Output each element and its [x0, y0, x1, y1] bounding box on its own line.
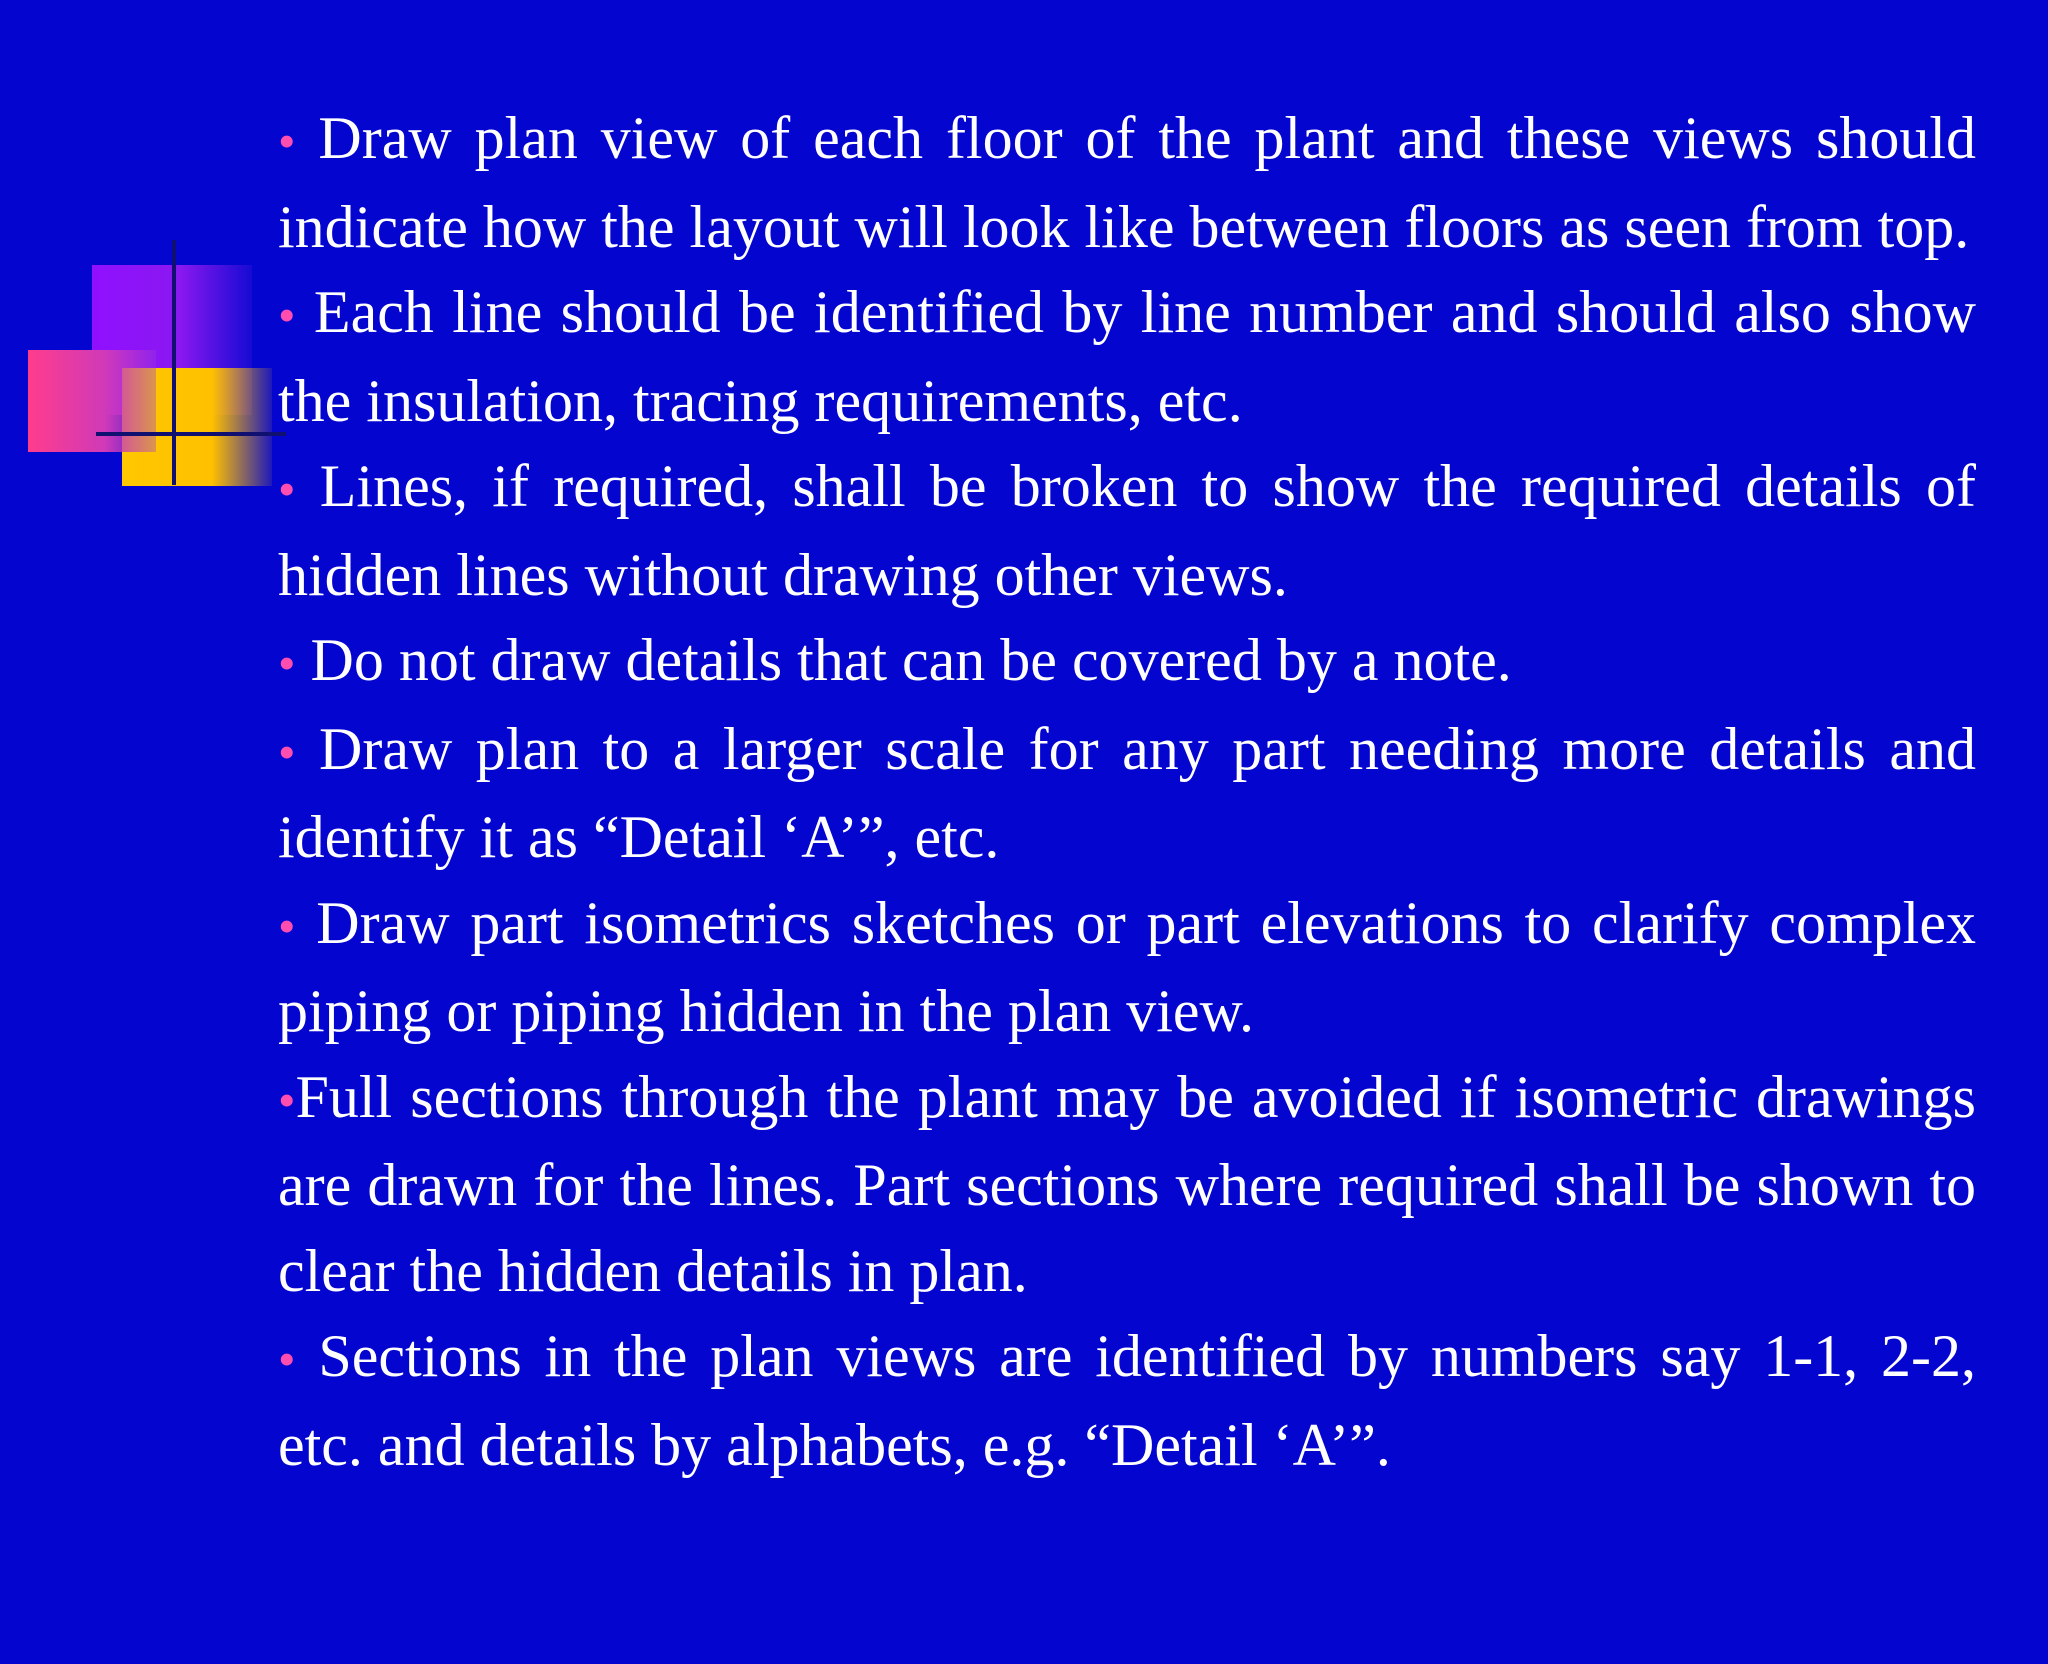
bullet-item-3: [278, 444, 1976, 618]
bullet-text: Draw plan view of each floor of the plant and these views should indicate how the layout will look like between floors as seen from top.: [278, 105, 1976, 260]
bullet-marker: •: [278, 461, 296, 517]
bullet-text: Do not draw details that can be covered by a note.: [295, 627, 1512, 693]
bullet-item-7: [278, 1055, 1976, 1315]
bullet-text: Each line should be identified by line number and should also show the insulation, tracing requirements, etc.: [278, 279, 1976, 434]
bullet-marker: •: [278, 1331, 296, 1387]
bullet-marker: •: [278, 897, 296, 954]
bullet-item-2: [278, 270, 1976, 444]
bullet-item-5: [278, 707, 1976, 881]
bullet-item-1: [278, 96, 1976, 270]
bullet-marker: •: [278, 1071, 296, 1128]
bullet-marker: •: [278, 723, 296, 780]
decorative-squares-logo: [0, 0, 290, 520]
bullet-text: Full sections through the plant may be avoided if isometric drawings are drawn for the lines. Part sections where required shall be shown to clear the hidden details in plan.: [278, 1063, 1976, 1304]
bullet-marker: •: [278, 113, 296, 169]
bullet-text: Lines, if required, shall be broken to show the required details of hidden lines without drawing other views.: [278, 453, 1976, 608]
bullet-item-8: [278, 1314, 1976, 1488]
bullet-text: Draw plan to a larger scale for any part needing more details and identify it as “Detail ‘A’”, etc.: [278, 715, 1976, 870]
bullet-list: [278, 96, 1976, 1488]
pink-square: [28, 350, 156, 452]
bullet-text: Sections in the plan views are identified by numbers say 1-1, 2-2, etc. and details by alphabets, e.g. “Detail ‘A’”.: [278, 1323, 1976, 1478]
bullet-marker: •: [278, 635, 296, 691]
bullet-item-4: [278, 618, 1976, 707]
vertical-divider-line: [172, 240, 176, 485]
bullet-marker: •: [278, 287, 296, 343]
horizontal-divider-line: [96, 432, 286, 436]
bullet-text: Draw part isometrics sketches or part elevations to clarify complex piping or piping hidden in the plan view.: [278, 889, 1976, 1044]
bullet-item-6: [278, 881, 1976, 1055]
